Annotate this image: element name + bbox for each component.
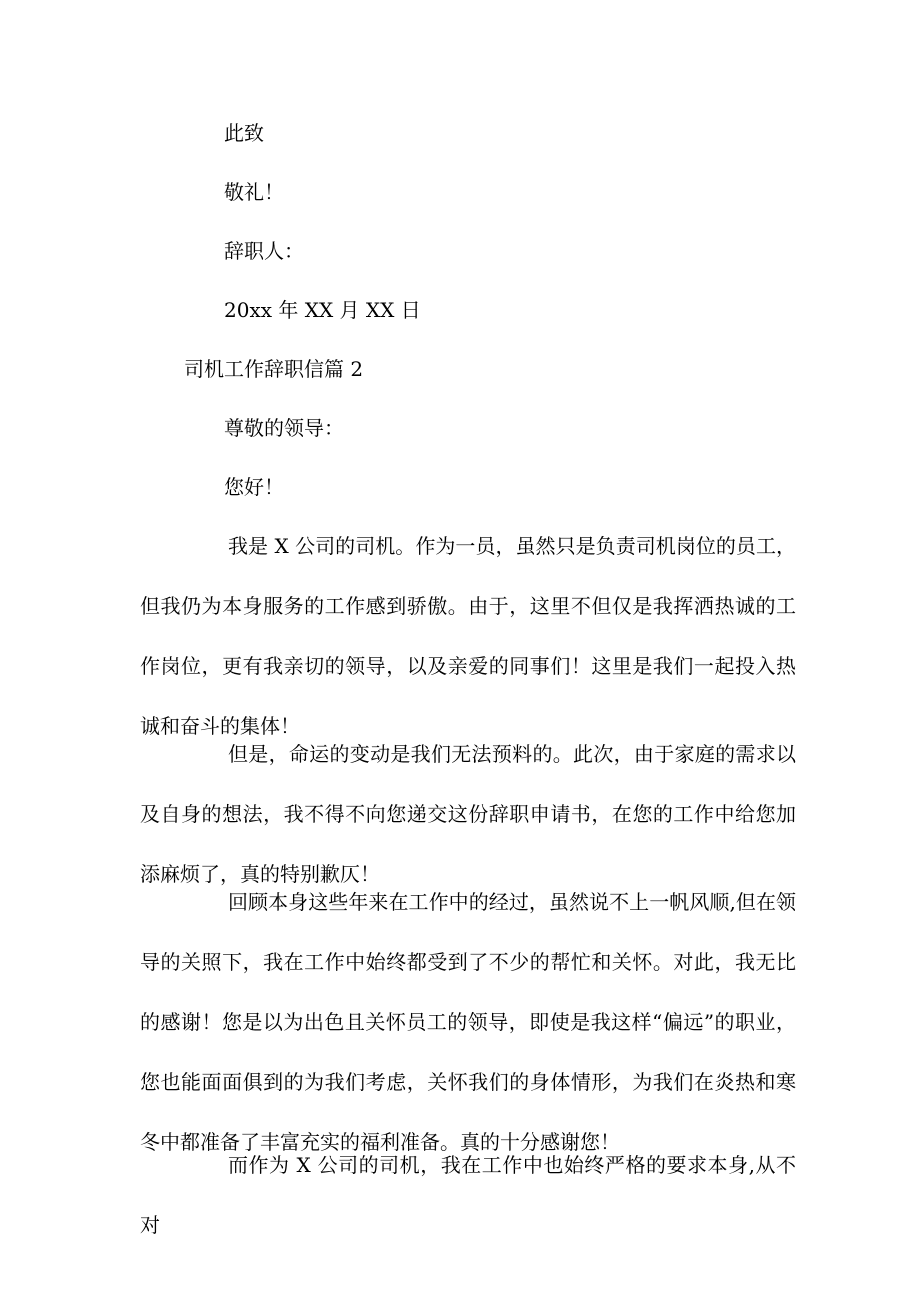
- body-paragraph: 回顾本身这些年来在工作中的经过，虽然说不上一帆风顺,但在领导的关照下，我在工作中始终都受到了不少的帮忙和关怀。对此，我无比的感谢！您是以为出色且关怀员工的领导，即使是我这样“偏远”的职业，您也能面面俱到的为我们考虑，关怀我们的身体情形，为我们在炎热和寒冬中都准备了丰富充实的福利准备。真的十分感谢您！: [140, 890, 796, 1154]
- closing-date: 20xx 年 XX 月 XX 日: [224, 298, 421, 322]
- letter-salutation: 尊敬的领导：: [224, 416, 344, 440]
- body-paragraph: 我是 X 公司的司机。作为一员，虽然只是负责司机岗位的员工，但我仍为本身服务的工作感到骄傲。由于，这里不但仅是我挥洒热诚的工作岗位，更有我亲切的领导，以及亲爱的同事们！这里是我们一起投入热诚和奋斗的集体！: [140, 534, 796, 738]
- body-paragraph: 而作为 X 公司的司机，我在工作中也始终严格的要求本身,从不对: [140, 1153, 796, 1237]
- closing-salute: 此致: [224, 121, 264, 145]
- body-paragraph: 但是，命运的变动是我们无法预料的。此次，由于家庭的需求以及自身的想法，我不得不向您递交这份辞职申请书，在您的工作中给您加添麻烦了，真的特别歉仄！: [140, 742, 796, 886]
- letter-greeting: 您好！: [224, 475, 284, 499]
- signer-label: 辞职人：: [224, 239, 304, 263]
- closing-respect: 敬礼！: [224, 180, 284, 204]
- section-title: 司机工作辞职信篇 2: [184, 357, 364, 381]
